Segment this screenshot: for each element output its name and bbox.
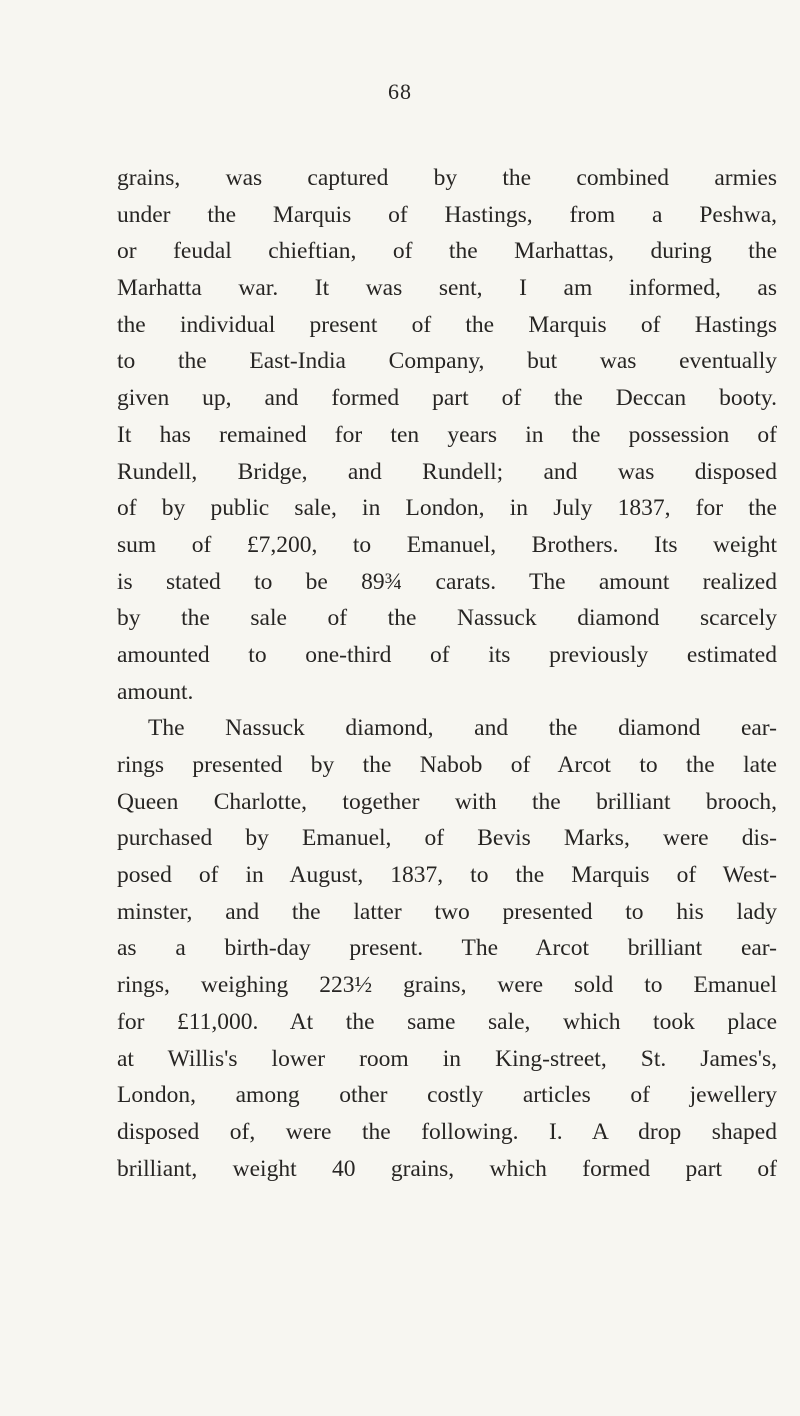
text-line: disposed of, were the following. I. A drop shaped bbox=[117, 1118, 777, 1145]
text-line: brilliant, weight 40 grains, which formed part of bbox=[117, 1155, 777, 1182]
text-line: purchased by Emanuel, of Bevis Marks, were dis- bbox=[117, 825, 777, 852]
text-line: Marhatta war. It was sent, I am informed, as bbox=[117, 275, 777, 302]
text-line: Queen Charlotte, together with the brilliant brooch, bbox=[117, 788, 777, 815]
text-line: given up, and formed part of the Deccan booty. bbox=[117, 385, 777, 412]
text-line: is stated to be 89¾ carats. The amount realized bbox=[117, 568, 777, 595]
text-line: by the sale of the Nassuck diamond scarcely bbox=[117, 605, 777, 632]
text-line: London, among other costly articles of jewellery bbox=[117, 1082, 777, 1109]
text-line: to the East-India Company, but was eventually bbox=[117, 348, 777, 375]
text-line: It has remained for ten years in the possession of bbox=[117, 421, 777, 448]
text-line: amount. bbox=[117, 678, 194, 705]
text-line: rings, weighing 223½ grains, were sold to Emanuel bbox=[117, 972, 777, 999]
text-line: The Nassuck diamond, and the diamond ear- bbox=[148, 715, 777, 742]
text-line: amounted to one-third of its previously estimated bbox=[117, 641, 777, 668]
body-text bbox=[117, 160, 777, 1187]
text-line: posed of in August, 1837, to the Marquis of West- bbox=[117, 862, 777, 889]
text-line: minster, and the latter two presented to his lady bbox=[117, 898, 777, 925]
text-line: as a birth-day present. The Arcot brilliant ear- bbox=[117, 935, 777, 962]
text-line: at Willis's lower room in King-street, St. James's, bbox=[117, 1045, 777, 1072]
text-line: rings presented by the Nabob of Arcot to the late bbox=[117, 752, 777, 778]
text-line: sum of £7,200, to Emanuel, Brothers. Its weight bbox=[117, 531, 777, 558]
text-line: or feudal chieftian, of the Marhattas, during the bbox=[117, 238, 777, 265]
text-line: of by public sale, in London, in July 1837, for the bbox=[117, 495, 777, 522]
text-line: for £11,000. At the same sale, which took place bbox=[117, 1008, 777, 1035]
text-line: Rundell, Bridge, and Rundell; and was disposed bbox=[117, 458, 777, 485]
page-number: 68 bbox=[388, 79, 412, 104]
text-line: the individual present of the Marquis of Hastings bbox=[117, 311, 777, 338]
text-line: under the Marquis of Hastings, from a Peshwa, bbox=[117, 201, 777, 228]
text-line: grains, was captured by the combined armies bbox=[117, 165, 777, 191]
